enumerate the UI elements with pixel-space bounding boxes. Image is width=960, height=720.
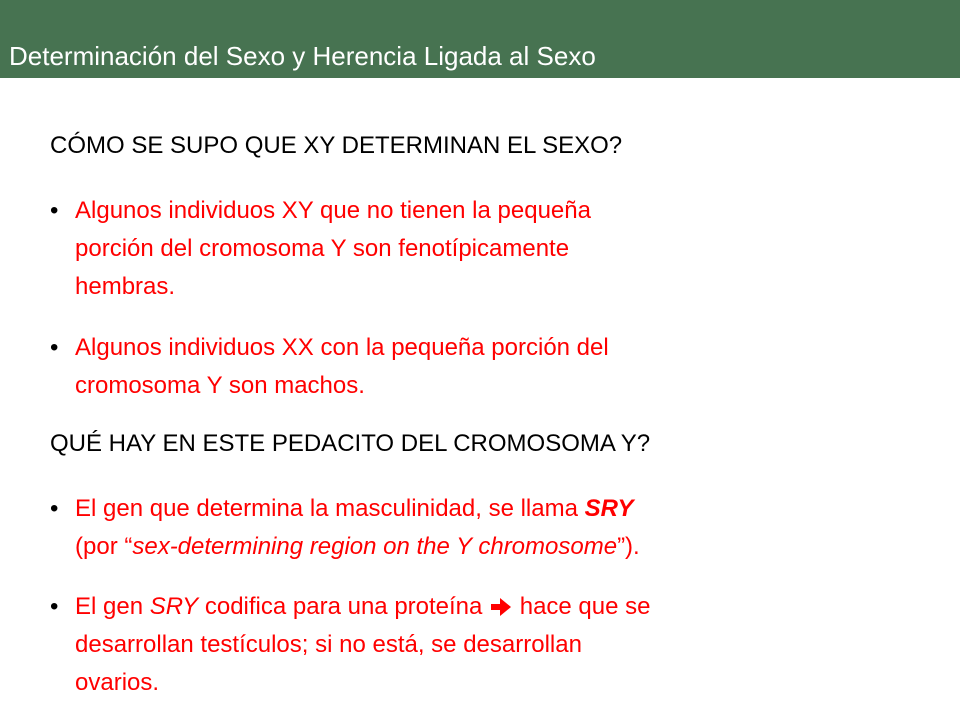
text-line: ovarios. xyxy=(75,669,160,696)
title-bar xyxy=(0,0,960,78)
gene-name-sry: SRY xyxy=(584,495,634,522)
bullet-icon: • xyxy=(50,334,59,361)
text-segment: ”). xyxy=(617,533,640,560)
gene-name-sry: SRY xyxy=(149,593,199,620)
text-segment: codifica para una proteína xyxy=(198,593,490,620)
text-line: desarrollan testículos; si no está, se desarrollan xyxy=(75,631,582,658)
bullet-icon: • xyxy=(50,593,59,620)
bullet-text xyxy=(75,490,875,566)
text-line: porción del cromosoma Y son fenotípicamente xyxy=(75,235,570,262)
text-line: hembras. xyxy=(75,273,176,300)
text-segment: hace que se xyxy=(513,593,651,620)
bullet-icon: • xyxy=(50,495,59,522)
text-segment: El gen que determina la masculinidad, se llama xyxy=(75,495,585,522)
bullet-text xyxy=(75,588,875,702)
text-line xyxy=(75,490,875,528)
slide-title: Determinación del Sexo y Herencia Ligada al Sexo xyxy=(9,41,596,71)
section2-heading: QUÉ HAY EN ESTE PEDACITO DEL CROMOSOMA Y? xyxy=(50,430,651,457)
section1-heading: CÓMO SE SUPO QUE XY DETERMINAN EL SEXO? xyxy=(50,132,623,159)
bullet-text xyxy=(75,192,875,306)
right-arrow-icon xyxy=(491,590,511,608)
text-segment: (por “ xyxy=(75,533,133,560)
text-segment: El gen xyxy=(75,593,150,620)
text-line xyxy=(75,528,875,566)
bullet-icon: • xyxy=(50,197,59,224)
text-line: cromosoma Y son machos. xyxy=(75,372,365,399)
bullet-text xyxy=(75,329,875,405)
text-line: Algunos individuos XX con la pequeña porción del xyxy=(75,334,609,361)
gene-full-name: sex-determining region on the Y chromosome xyxy=(132,533,618,560)
text-line xyxy=(75,588,875,626)
text-line: Algunos individuos XY que no tienen la pequeña xyxy=(75,197,591,224)
